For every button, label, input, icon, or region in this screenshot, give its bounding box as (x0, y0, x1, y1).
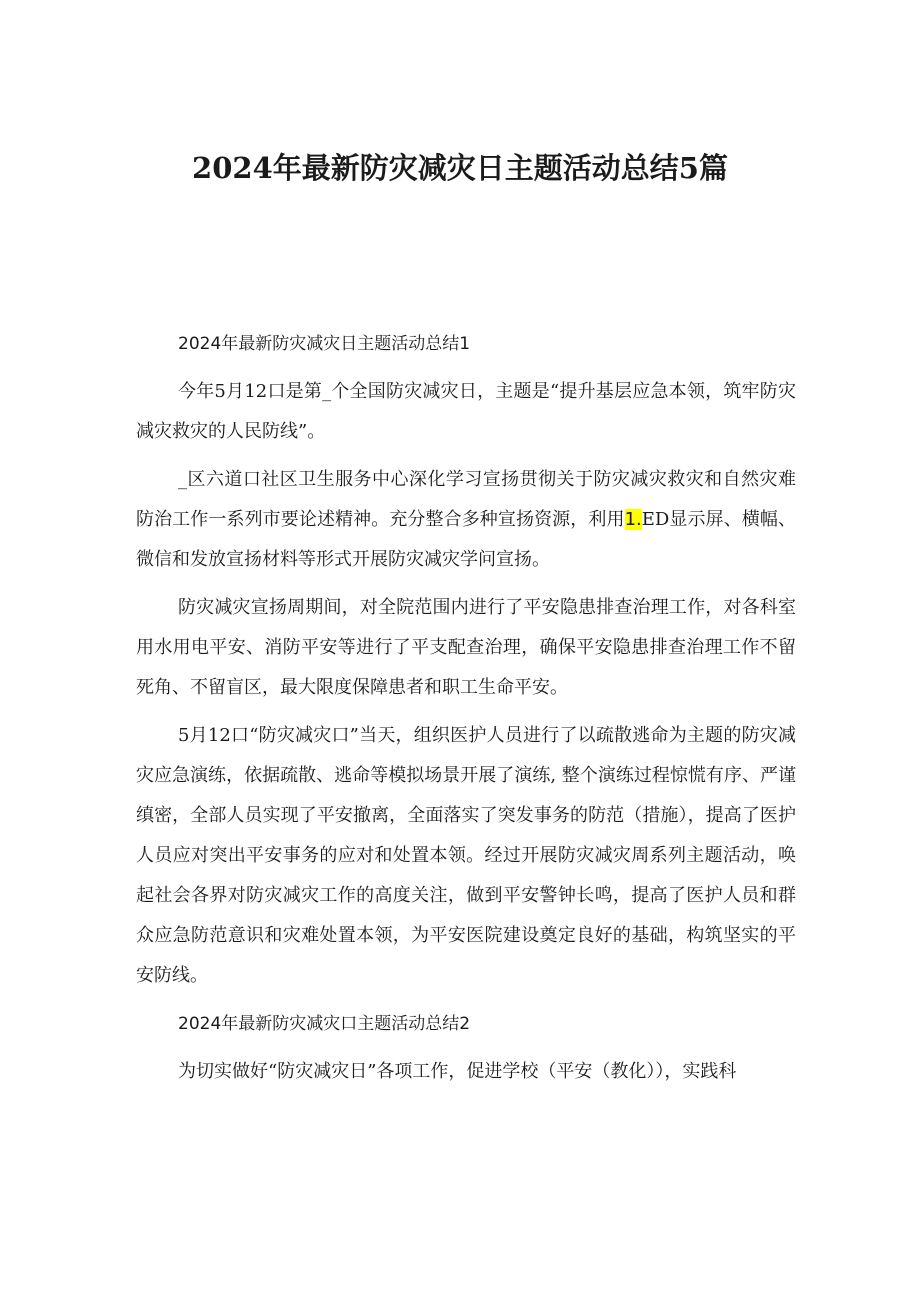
highlighted-text: 1. (624, 509, 642, 530)
paragraph-4: 5月12口“防灾减灾口”当天，组织医护人员进行了以疏散逃命为主题的防灾减灾应急演练，依据疏散、逃命等模拟场景开展了演练, 整个演练过程惊慌有序、严谨缜密，全部人员实现了平安撤离，全面落实了突发事务的防范（措施），提高了医护人员应对突出平安事务的应对和处置本领。经过开展防灾减灾周系列主题活动，唤起社会各界对防灾减灾工作的高度关注，做到平安警钟长鸣，提高了医护人员和群众应急防范意识和灾难处置本领，为平安医院建设奠定良好的基础，构筑坚实的平安防线。 (136, 725, 796, 986)
paragraph-2-end: ED显示屏、横幅、微信和发放宣扬材料等形式开展防灾减灾学问宣扬。 (136, 509, 797, 570)
document-title: 2024年最新防灾减灾日主题活动总结5篇 (192, 151, 728, 185)
paragraph-5: 为切实做好“防灾减灾日”各项工作，促进学校（平安（教化）），实践科 (178, 1061, 737, 1082)
paragraph-1: 今年5月12口是第_个全国防灾减灾日，主题是“提升基层应急本领，筑牢防灾减灾救灾的人民防线”。 (136, 381, 796, 442)
section-heading-2: 2024年最新防灾减灾口主题活动总结2 (178, 1014, 471, 1034)
paragraph-3: 防灾减灾宣扬周期间，对全院范围内进行了平安隐患排查治理工作，对各科室用水用电平安、消防平安等进行了平支配查治理，确保平安隐患排查治理工作不留死角、不留盲区，最大限度保障患者和职工生命平安。 (136, 597, 796, 698)
document-body (136, 324, 796, 1100)
paragraph-2 (136, 460, 796, 580)
paragraph-2-start: _区六道口社区卫生服务中心深化学习宣扬贯彻关于防灾减灾救灾和自然灾难防治工作一系列市要论述精神。充分整合多种宣扬资源，利用 (136, 469, 796, 530)
section-heading-1: 2024年最新防灾减灾日主题活动总结1 (178, 334, 471, 354)
